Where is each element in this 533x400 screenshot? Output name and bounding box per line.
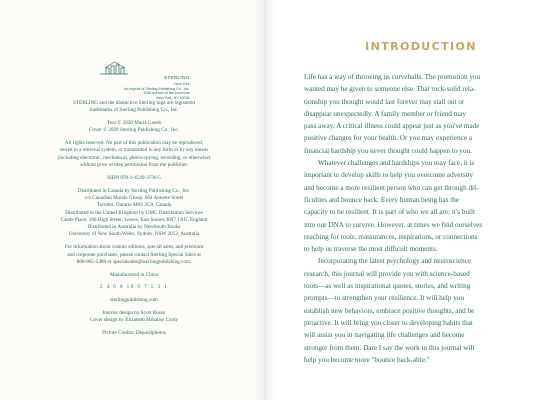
text-line: without prior written permission from the publisher. — [80, 162, 188, 169]
text-line: trademarks of Sterling Publishing Co., Inc. — [89, 107, 179, 114]
body-line: to help us traverse the most difficult moments. — [304, 245, 438, 254]
copyright-page — [0, 0, 260, 400]
introduction-body — [304, 71, 530, 366]
imprint-line: New York, NY 10036 — [156, 96, 190, 101]
publisher-website: sterlingpublishing.com — [110, 297, 158, 304]
body-line: into our DNA to survive. However, at times we find ourselves — [304, 220, 483, 229]
body-line: Incorporating the latest psychology and neuroscience — [318, 257, 472, 266]
body-line: tionship you thought would last forever may stall out or — [304, 97, 465, 106]
logo-city: New York — [174, 81, 190, 86]
picture-credits: Picture Credits: Depositphotos — [102, 330, 166, 337]
manufactured-in: Manufactured in China — [109, 271, 159, 278]
body-line: prompts—to strengthen your resilience. It will help you — [304, 294, 465, 303]
body-line: financial hardship you never thought could happen to you. — [304, 146, 472, 155]
text-line: Toronto, Ontario M6S 2C8, Canada — [96, 202, 172, 209]
text-line: and corporate purchases, please contact Sterling Special Sales at — [67, 251, 201, 258]
body-line: Whatever challenges and hardships you may face, it is — [318, 159, 475, 168]
body-line: positive changes for your health. Or you may experience a — [304, 134, 473, 143]
trademark-notice — [14, 100, 254, 115]
text-line: Cover design by Elizabeth Mihaltse Lindy — [89, 317, 179, 324]
distribution-notice — [14, 188, 254, 239]
design-credits — [14, 310, 254, 325]
introduction-page — [276, 0, 533, 400]
text-line: Distributed in the United Kingdom by GMC Distribution Services — [65, 209, 203, 216]
print-line: 2 4 6 8 10 9 7 5 3 1 — [99, 284, 169, 291]
body-line: will assist you in navigating life challenges and become — [304, 331, 465, 340]
publisher-logo-block — [14, 60, 254, 100]
text-line: c/o Canadian Manda Group, 664 Annette Street — [84, 194, 184, 201]
body-line: wanted may be given to someone else. That rock-solid rela- — [304, 85, 476, 94]
body-line: capacity to be resilient. It is part of who we all are; it's built — [304, 208, 475, 217]
page-title: INTRODUCTION — [365, 40, 477, 53]
body-line: ficulties and bounce back. Every human being has the — [304, 195, 460, 204]
body-line: tools—as well as inspirational quotes, stories, and writing — [304, 282, 471, 291]
text-line: All rights reserved. No part of this publication may be reproduced, — [64, 140, 204, 147]
copyright-column — [14, 60, 254, 343]
body-line: research, this journal will provide you with science-based — [304, 269, 470, 278]
text-line: Distributed in Canada by Sterling Publishing Co., Inc. — [77, 187, 191, 194]
text-line: stored in a retrieval system, or transmitted in any form or by any means — [59, 147, 209, 154]
text-line: Text © 2020 Maria Gaeeb — [106, 120, 162, 127]
text-line: Distributed in Australia by NewSouth Books — [87, 224, 181, 231]
body-line: stronger from them. Dare I say the work in this journal will — [304, 343, 475, 352]
copyright-notice — [14, 120, 254, 135]
body-line: reaching for tools, reassurances, inspirations, or connections — [304, 232, 478, 241]
body-line: Life has a way of throwing us curveballs. The promotion you — [304, 73, 481, 81]
text-line: 800-805-5489 or specialsales@sterlingpublishing.com. — [76, 258, 192, 265]
text-line: (including electronic, mechanical, photocopying, recording, or otherwise) — [57, 154, 211, 161]
imprint-line: 1166 Avenue of the Americas — [143, 91, 190, 96]
special-sales-notice — [14, 244, 254, 266]
rights-notice — [14, 140, 254, 169]
body-line: establish new behaviors, embrace positive thoughts, and be — [304, 306, 475, 315]
logo-brand: STERLING — [163, 76, 190, 81]
body-line: help you become more "bounce back-able." — [304, 355, 430, 364]
imprint-line: An Imprint of Sterling Publishing Co., Inc. — [124, 86, 190, 91]
text-line: For information about custom editions, special sales, and premium — [64, 244, 204, 251]
body-line: pass away. A critical illness could appear just as you've made — [304, 122, 480, 131]
text-line: University of New South Wales, Sydney, NSW 2052, Australia — [68, 231, 200, 238]
text-line: Interior design by Scott Russo — [102, 310, 166, 317]
isbn: ISBN 978-1-4549-3736-5 — [107, 174, 161, 181]
body-line: disappear unexpectedly. A family member or friend may — [304, 109, 466, 118]
body-line: important to develop skills to help you overcome adversity — [304, 171, 474, 180]
publisher-lines — [124, 77, 190, 101]
book-gutter — [254, 0, 276, 400]
text-line: Castle Place, 166 High Street, Lewes, East Sussex BN7 1XU, England — [60, 216, 208, 223]
body-line: proactive. It will bring you closer to developing habits that — [304, 318, 473, 327]
text-line: STERLING and the distinctive Sterling logo are registered — [72, 100, 196, 106]
text-line: Cover © 2020 Sterling Publishing Co., Inc. — [89, 127, 179, 134]
body-line: and become a more resilient person who can get through dif- — [304, 183, 479, 192]
